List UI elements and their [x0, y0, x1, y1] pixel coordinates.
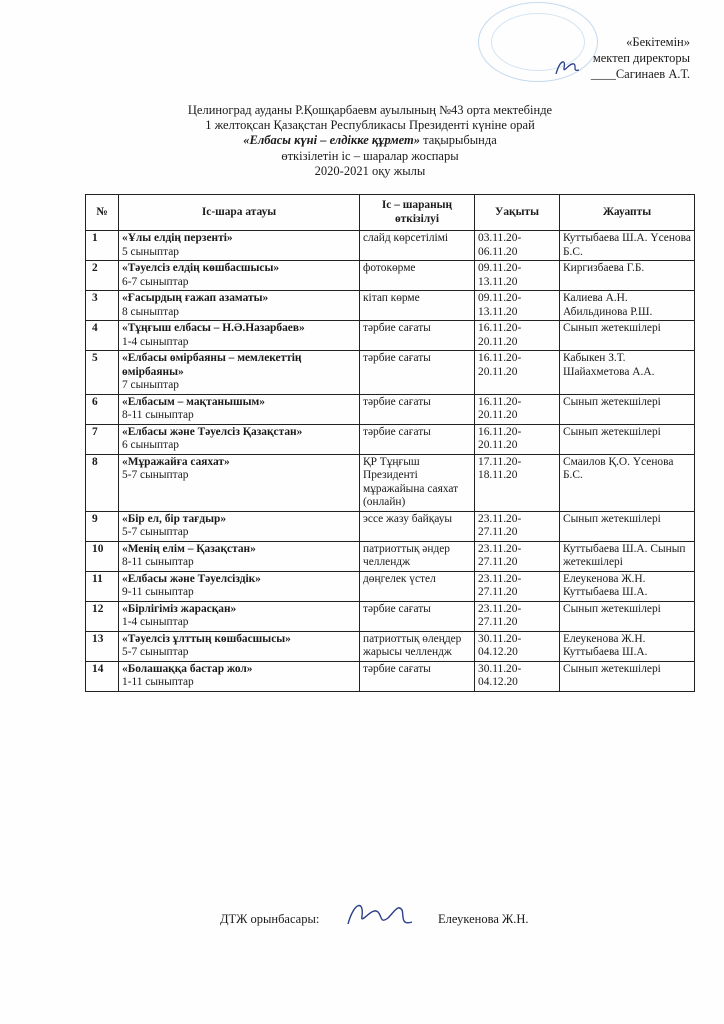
event-title: «Елбасы өмірбаяны – мемлекеттің өмірбаяны»: [122, 352, 302, 378]
event-form: тәрбие сағаты: [360, 424, 475, 454]
event-title: «Елбасым – мақтанышым»: [122, 395, 265, 408]
event-responsible: Елеукенова Ж.Н. Куттыбаева Ш.А.: [560, 631, 695, 661]
table-row: [86, 661, 695, 691]
event-form: тәрбие сағаты: [360, 601, 475, 631]
row-number: 2: [86, 261, 119, 291]
approval-block: [520, 34, 690, 82]
row-number: 3: [86, 291, 119, 321]
event-grades: 1-4 сыныптар: [122, 616, 189, 628]
events-table: [85, 194, 695, 692]
event-title: «Бірлігіміз жарасқан»: [122, 602, 237, 615]
event-cell: [119, 394, 360, 424]
event-title: «Ұлы елдің перзенті»: [122, 232, 233, 244]
event-title: «Болашаққа бастар жол»: [122, 662, 253, 675]
col-header-number: №: [86, 195, 119, 231]
table-row: [86, 351, 695, 395]
event-date: 30.11.20-04.12.20: [475, 661, 560, 691]
event-responsible: Сынып жетекшілері: [560, 321, 695, 351]
event-date: 16.11.20-20.11.20: [475, 351, 560, 395]
table-row: [86, 601, 695, 631]
row-number: 6: [86, 394, 119, 424]
event-date: 09.11.20-13.11.20: [475, 261, 560, 291]
table-row: [86, 321, 695, 351]
col-header-event: Іс-шара атауы: [119, 195, 360, 231]
deputy-signature-icon: [340, 896, 420, 936]
header-line-4: өткізілетін іс – шаралар жоспары: [281, 148, 459, 163]
event-cell: [119, 541, 360, 571]
event-date: 09.11.20-13.11.20: [475, 291, 560, 321]
footer-name: Елеукенова Ж.Н.: [438, 912, 529, 926]
event-grades: 8-11 сыныптар: [122, 556, 194, 568]
approval-name: ____Сагинаев А.Т.: [590, 67, 690, 81]
event-responsible: Сынып жетекшілері: [560, 394, 695, 424]
event-responsible: Сынып жетекшілері: [560, 424, 695, 454]
event-grades: 9-11 сыныптар: [122, 586, 194, 598]
approval-role: мектеп директоры: [592, 51, 690, 65]
event-cell: [119, 291, 360, 321]
table-header-row: [86, 195, 695, 231]
event-title: «Елбасы және Тәуелсіздік»: [122, 572, 261, 585]
event-form: дөңгелек үстел: [360, 571, 475, 601]
event-responsible: Елеукенова Ж.Н. Куттыбаева Ш.А.: [560, 571, 695, 601]
event-date: 23.11.20-27.11.20: [475, 601, 560, 631]
event-form: кітап көрме: [360, 291, 475, 321]
event-form: тәрбие сағаты: [360, 321, 475, 351]
event-title: «Бір ел, бір тағдыр»: [122, 512, 227, 525]
event-form: фотокөрме: [360, 261, 475, 291]
table-row: [86, 454, 695, 511]
event-date: 23.11.20-27.11.20: [475, 511, 560, 541]
table-row: [86, 424, 695, 454]
row-number: 5: [86, 351, 119, 395]
row-number: 9: [86, 511, 119, 541]
event-date: 23.11.20-27.11.20: [475, 571, 560, 601]
row-number: 13: [86, 631, 119, 661]
col-header-date: Уақыты: [475, 195, 560, 231]
event-cell: [119, 321, 360, 351]
event-cell: [119, 261, 360, 291]
table-row: [86, 571, 695, 601]
event-cell: [119, 601, 360, 631]
event-date: 16.11.20-20.11.20: [475, 321, 560, 351]
event-title: «Менің елім – Қазақстан»: [122, 542, 256, 555]
event-title: «Тәуелсіз елдің көшбасшысы»: [122, 262, 280, 274]
header-theme-suffix: тақырыбында: [420, 133, 497, 148]
header-line-2: 1 желтоқсан Қазақстан Республикасы Президенті күніне орай: [205, 118, 535, 133]
event-form: слайд көрсетілімі: [360, 231, 475, 261]
event-cell: [119, 351, 360, 395]
event-cell: [119, 661, 360, 691]
event-responsible: Сынып жетекшілері: [560, 661, 695, 691]
table-row: [86, 541, 695, 571]
event-title: «Мұражайға саяхат»: [122, 455, 230, 468]
event-grades: 5-7 сыныптар: [122, 646, 189, 658]
table-row: [86, 511, 695, 541]
event-grades: 6 сыныптар: [122, 439, 179, 451]
document-header: [140, 103, 600, 179]
col-header-form: Іс – шараның өткізілуі: [360, 195, 475, 231]
header-year: 2020-2021 оқу жылы: [314, 163, 426, 178]
event-grades: 1-11 сыныптар: [122, 676, 194, 688]
event-title: «Ғасырдың ғажап азаматы»: [122, 292, 269, 304]
header-theme: «Елбасы күні – елдікке құрмет»: [243, 133, 420, 148]
event-cell: [119, 231, 360, 261]
event-date: 30.11.20-04.12.20: [475, 631, 560, 661]
event-responsible: Киргизбаева Г.Б.: [560, 261, 695, 291]
event-cell: [119, 424, 360, 454]
event-grades: 8 сыныптар: [122, 305, 179, 318]
row-number: 11: [86, 571, 119, 601]
event-grades: 8-11 сыныптар: [122, 409, 194, 421]
event-date: 17.11.20-18.11.20: [475, 454, 560, 511]
event-responsible: Куттыбаева Ш.А. Үсенова Б.С.: [560, 231, 695, 261]
event-form: эссе жазу байқауы: [360, 511, 475, 541]
event-form: тәрбие сағаты: [360, 351, 475, 395]
event-form: патриоттық әндер челлендж: [360, 541, 475, 571]
event-form: тәрбие сағаты: [360, 394, 475, 424]
row-number: 14: [86, 661, 119, 691]
event-date: 03.11.20-06.11.20: [475, 231, 560, 261]
table-row: [86, 261, 695, 291]
approval-director-name: Сагинаев А.Т.: [615, 67, 690, 81]
event-cell: [119, 631, 360, 661]
event-responsible: Сынып жетекшілері: [560, 511, 695, 541]
event-cell: [119, 454, 360, 511]
event-title: «Тәуелсіз ұлттың көшбасшысы»: [122, 632, 291, 645]
table-row: [86, 394, 695, 424]
event-responsible: Кабыкен З.Т. Шайахметова А.А.: [560, 351, 695, 395]
event-grades: 5-7 сыныптар: [122, 526, 189, 538]
event-form: тәрбие сағаты: [360, 661, 475, 691]
event-grades: 6-7 сыныптар: [122, 275, 189, 288]
row-number: 4: [86, 321, 119, 351]
table-row: [86, 631, 695, 661]
header-line-3: [140, 133, 600, 148]
event-grades: 5 сыныптар: [122, 245, 179, 258]
approval-title: «Бекітемін»: [626, 35, 690, 49]
row-number: 12: [86, 601, 119, 631]
event-date: 16.11.20-20.11.20: [475, 394, 560, 424]
director-signature-icon: [552, 56, 582, 78]
event-grades: 1-4 сыныптар: [122, 335, 189, 348]
event-date: 16.11.20-20.11.20: [475, 424, 560, 454]
row-number: 1: [86, 231, 119, 261]
row-number: 8: [86, 454, 119, 511]
col-header-responsible: Жауапты: [560, 195, 695, 231]
event-title: «Елбасы және Тәуелсіз Қазақстан»: [122, 425, 303, 438]
table-row: [86, 231, 695, 261]
table-row: [86, 291, 695, 321]
row-number: 10: [86, 541, 119, 571]
event-date: 23.11.20-27.11.20: [475, 541, 560, 571]
event-cell: [119, 511, 360, 541]
event-form: ҚР Тұңғыш Президенті мұражайына саяхат (онлайн): [360, 454, 475, 511]
event-responsible: Куттыбаева Ш.А. Сынып жетекшілері: [560, 541, 695, 571]
row-number: 7: [86, 424, 119, 454]
event-responsible: Калиева А.Н. Абильдинова Р.Ш.: [560, 291, 695, 321]
event-responsible: Смаилов Қ.О. Үсенова Б.С.: [560, 454, 695, 511]
event-cell: [119, 571, 360, 601]
event-grades: 5-7 сыныптар: [122, 469, 189, 481]
event-responsible: Сынып жетекшілері: [560, 601, 695, 631]
event-form: патриоттық өлеңдер жарысы челлендж: [360, 631, 475, 661]
event-title: «Тұңғыш елбасы – Н.Ә.Назарбаев»: [122, 322, 305, 334]
footer-position: ДТЖ орынбасары:: [220, 912, 320, 926]
event-grades: 7 сыныптар: [122, 379, 179, 391]
header-line-1: Целиноград ауданы Р.Қошқарбаевм ауылының №43 орта мектебінде: [187, 103, 553, 117]
